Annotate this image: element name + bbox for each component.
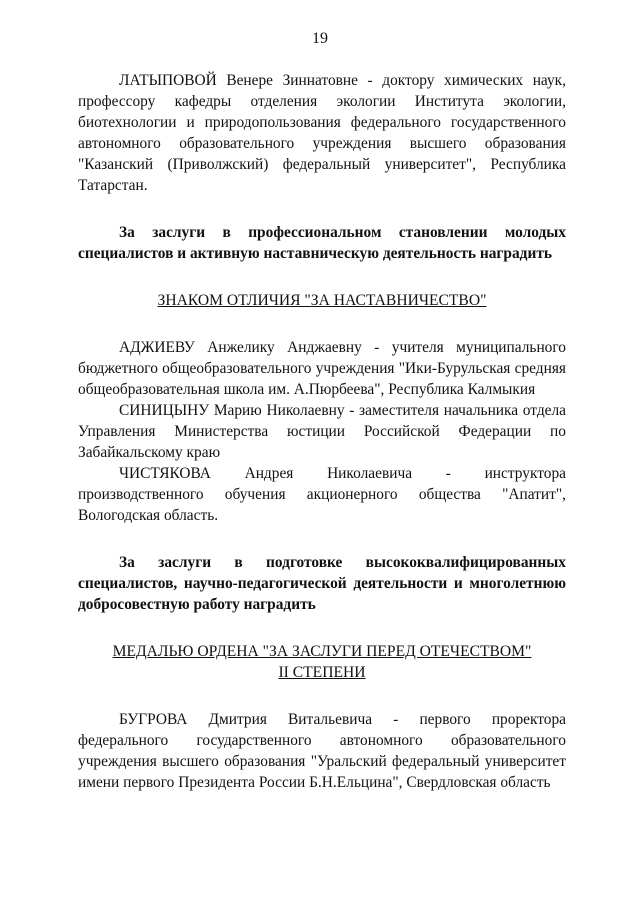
award-heading-merit-line1: МЕДАЛЬЮ ОРДЕНА "ЗА ЗАСЛУГИ ПЕРЕД ОТЕЧЕСТВОМ": [112, 643, 532, 660]
award-heading-mentorship: [78, 290, 566, 311]
page-number: 19: [312, 30, 328, 47]
recipient-paragraph-chistyakov: ЧИСТЯКОВА Андрея Николаевича - инструктора производственного обучения акционерного общества "Апатит", Вологодская область.: [78, 465, 566, 524]
recipient-paragraph-adzhieva: АДЖИЕВУ Анжелику Анджаевну - учителя муниципального бюджетного общеобразовательного учреждения "Ики-Бурульская средняя общеобразовательная школа им. А.Пюрбеева", Республика Калмыкия: [78, 339, 566, 398]
document-body: [78, 70, 566, 793]
decree-paragraph-mentorship: За заслуги в профессиональном становлении молодых специалистов и активную наставническую деятельность наградить: [78, 224, 566, 262]
recipient-paragraph-latypova: ЛАТЫПОВОЙ Венере Зиннатовне - доктору химических наук, профессору кафедры отделения экологии Института экологии, биотехнологии и природопользования федерального государственного автономного образовательного учреждения высшего образования "Казанский (Приволжский) федеральный университет", Республика Татарстан.: [78, 72, 566, 194]
decree-paragraph-merit: За заслуги в подготовке высококвалифицированных специалистов, научно-педагогической деятельности и многолетнюю добросовестную работу наградить: [78, 554, 566, 613]
award-heading-merit-line2: II СТЕПЕНИ: [278, 664, 366, 681]
award-heading-merit: [78, 641, 566, 683]
recipient-paragraph-sinitsyna: СИНИЦЫНУ Марию Николаевну - заместителя начальника отдела Управления Министерства юстиции Российской Федерации по Забайкальскому краю: [78, 402, 566, 461]
recipient-paragraph-bugrov: БУГРОВА Дмитрия Витальевича - первого проректора федерального государственного автономного образовательного учреждения высшего образования "Уральский федеральный университет имени первого Президента России Б.Н.Ельцина", Свердловская область: [78, 711, 566, 791]
award-heading-mentorship-text: ЗНАКОМ ОТЛИЧИЯ "ЗА НАСТАВНИЧЕСТВО": [157, 292, 487, 309]
